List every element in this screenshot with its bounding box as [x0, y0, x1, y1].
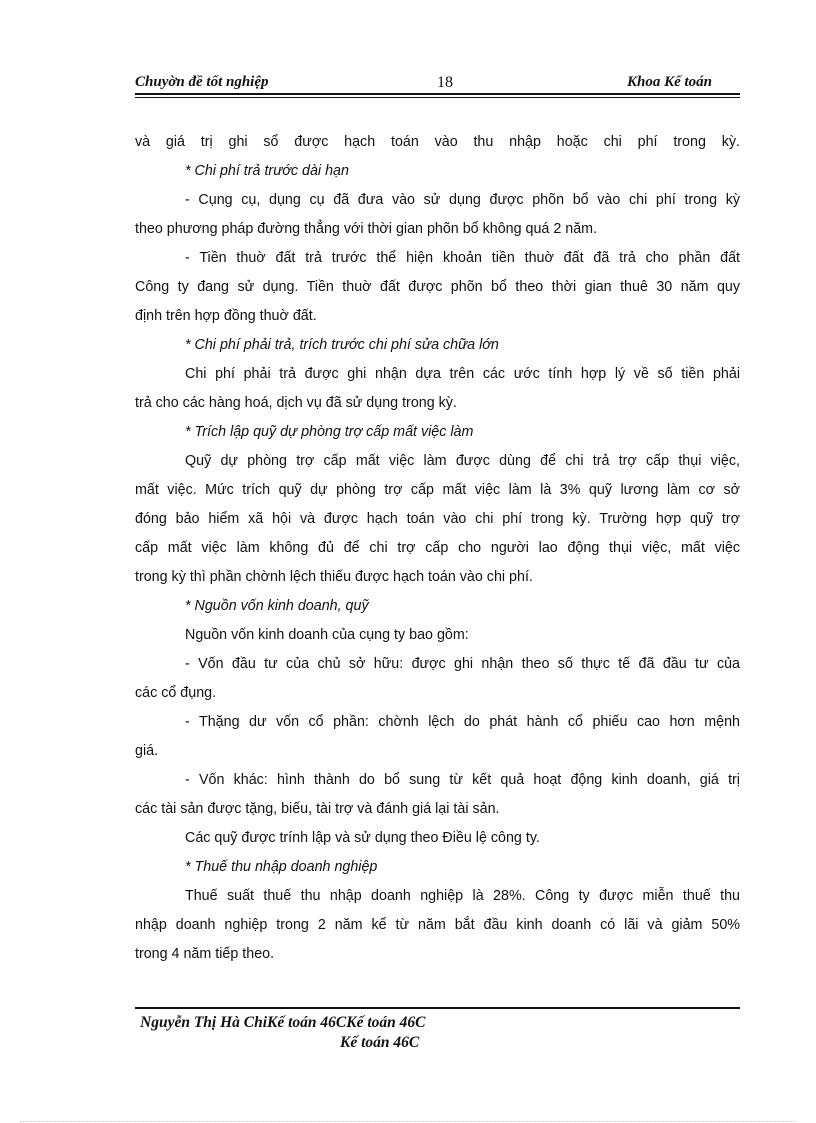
text-line: và giá trị ghi sổ được hạch toán vào thu nhập hoặc chi phí trong kỳ. [135, 134, 740, 150]
footer-rule [135, 1007, 740, 1009]
text-line: các cổ đụng. [135, 685, 217, 701]
page-edge-divider [20, 1121, 796, 1122]
text-line: Công ty đang sử dụng. Tiền thuờ đất được phõn bổ theo thời gian thuê 30 năm quy [135, 279, 740, 295]
text-line: theo phương pháp đường thẳng với thời gian phõn bổ không quá 2 năm. [135, 221, 598, 237]
text-line: cấp mất việc làm không đủ để chi trợ cấp cho người lao động thụi việc, mất việc [135, 540, 740, 556]
text-line: mất việc. Mức trích quỹ dự phòng trợ cấp mất việc làm là 3% quỹ lương làm cơ sở [135, 482, 740, 498]
section-heading: * Thuế thu nhập doanh nghiệp [185, 859, 378, 875]
header-rule-thick [135, 93, 740, 95]
footer-author: Nguyễn Thị Hà ChiKế toán 46CKế toán 46C [140, 1014, 426, 1031]
header-rule-thin [135, 97, 740, 98]
text-line: - Cụng cụ, dụng cụ đã đưa vào sử dụng được phõn bổ vào chi phí trong kỳ [185, 192, 740, 208]
text-line: đóng bảo hiểm xã hội và được hạch toán vào chi phí trong kỳ. Trường hợp quỹ trợ [135, 511, 740, 527]
text-line: nhập doanh nghiệp trong 2 năm kể từ năm bắt đầu kinh doanh có lãi và giảm 50% [135, 917, 740, 933]
text-line: trong kỳ thì phần chờnh lệch thiếu được hạch toán vào chi phí. [135, 569, 533, 585]
text-line: Nguồn vốn kinh doanh của cụng ty bao gồm: [185, 627, 469, 643]
text-line: Quỹ dự phòng trợ cấp mất việc làm được dùng để chi trả trợ cấp thụi việc, [185, 453, 740, 469]
section-heading: * Nguồn vốn kinh doanh, quỹ [185, 598, 369, 614]
text-line: Các quỹ được trính lập và sử dụng theo Điều lệ công ty. [185, 830, 540, 846]
page-footer [140, 1013, 426, 1053]
section-heading: * Trích lập quỹ dự phòng trợ cấp mất việc làm [185, 424, 474, 440]
text-line: - Vốn khác: hình thành do bổ sung từ kết quả hoạt động kinh doanh, giá trị [185, 772, 740, 788]
header-department: Khoa Kế toán [626, 74, 712, 90]
text-line: các tài sản được tặng, biếu, tài trợ và đánh giá lại tài sản. [135, 801, 500, 817]
text-line: trả cho các hàng hoá, dịch vụ đã sử dụng trong kỳ. [135, 395, 457, 411]
text-line: trong 4 năm tiếp theo. [135, 946, 275, 962]
page-header [135, 70, 740, 92]
text-line: - Tiền thuờ đất trả trước thể hiện khoản tiền thuờ đất đã trả cho phần đất [185, 250, 740, 266]
footer-class: Kế toán 46C [340, 1034, 420, 1051]
text-line: - Vốn đầu tư của chủ sở hữu: được ghi nhận theo số thực tế đã đầu tư của [185, 656, 740, 672]
section-heading: * Chi phí phải trả, trích trước chi phí sửa chữa lớn [185, 337, 499, 353]
header-title: Chuyờn đề tốt nghiệp [135, 74, 269, 90]
document-body [135, 128, 740, 969]
section-heading: * Chi phí trả trước dài hạn [185, 163, 349, 179]
text-line: Chi phí phải trả được ghi nhận dựa trên các ước tính hợp lý về số tiền phải [185, 366, 740, 382]
text-line: - Thặng dư vốn cổ phần: chờnh lệch do phát hành cổ phiếu cao hơn mệnh [185, 714, 740, 730]
text-line: định trên hợp đồng thuờ đất. [135, 308, 317, 324]
text-line: Thuế suất thuế thu nhập doanh nghiệp là 28%. Công ty được miễn thuế thu [185, 888, 740, 904]
text-line: giá. [135, 743, 159, 759]
page-number: 18 [437, 74, 453, 91]
